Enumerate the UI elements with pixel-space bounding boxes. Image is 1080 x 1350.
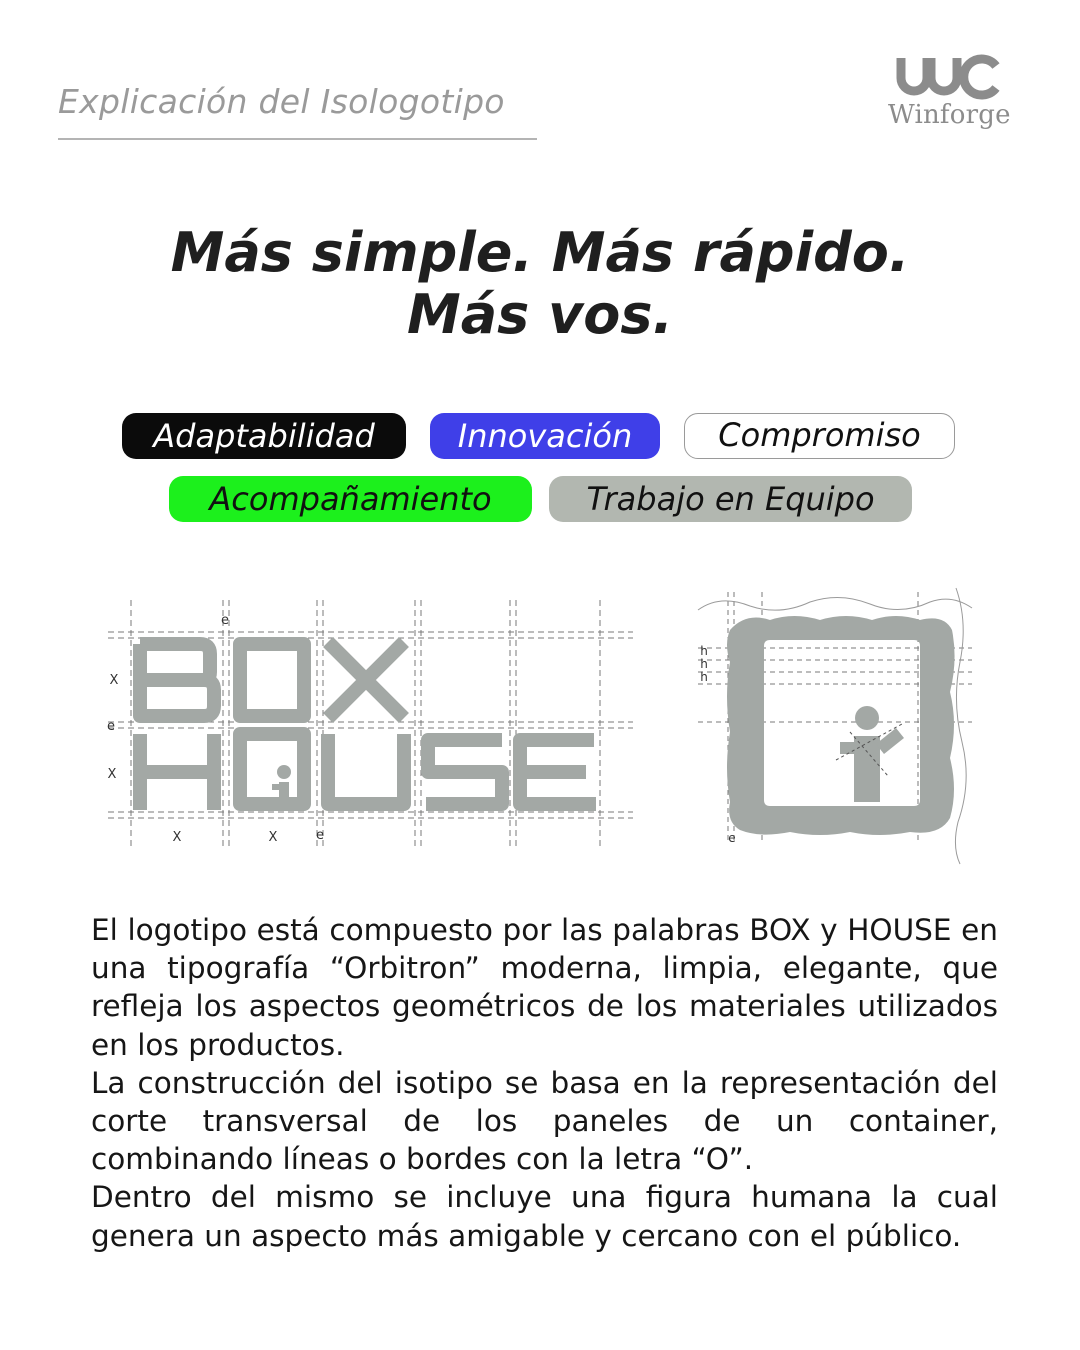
headline	[0, 222, 1080, 346]
measure-h-2: h	[700, 657, 708, 671]
measure-x-bottom-1: X	[172, 830, 182, 845]
iso-container-frame	[727, 616, 955, 835]
letter-b	[140, 644, 214, 716]
measure-x-bottom-2: X	[268, 830, 278, 845]
isotype-construction-grid	[690, 582, 980, 872]
winforge-monogram-icon	[888, 52, 1008, 102]
description-text	[91, 911, 998, 1255]
value-pill-adaptabilidad: Adaptabilidad	[122, 413, 406, 459]
measure-h-3: h	[700, 670, 708, 684]
brand-logo	[888, 52, 1011, 132]
iso-human-figure	[840, 706, 904, 802]
description-paragraph-1: El logotipo está compuesto por las palabras BOX y HOUSE en una tipografía “Orbitron” moderna, limpia, elegante, que refleja los aspectos geométricos de los materiales utilizados en los productos.	[91, 913, 998, 1062]
measure-h-1: h	[700, 644, 708, 658]
description-paragraph-3: Dentro del mismo se incluye una figura humana la cual genera un aspecto más amigable y cercano con el público.	[91, 1180, 998, 1253]
letter-o-house	[240, 734, 304, 804]
brand-name: Winforge	[888, 100, 1011, 130]
header-divider	[58, 138, 537, 140]
header-title: Explicación del Isologotipo	[58, 82, 505, 121]
description-paragraph-2: La construcción del isotipo se basa en la representación del corte transversal de los paneles de un container, combinando líneas o bordes con la letra “O”.	[91, 1065, 998, 1177]
measure-e-mid: e	[107, 719, 115, 734]
measure-x-house: X	[107, 767, 117, 782]
headline-line-2: Más vos.	[406, 283, 674, 346]
letter-x	[328, 642, 404, 718]
headline-line-1: Más simple. Más rápido.	[170, 221, 910, 284]
logotype-construction-grid	[98, 592, 643, 854]
wordmark	[140, 642, 596, 810]
measure-e-bottom: e	[316, 828, 324, 843]
value-pill-acompanamiento: Acompañamiento	[169, 476, 532, 522]
value-pill-innovacion: Innovación	[430, 413, 660, 459]
measure-e-iso: e	[728, 831, 736, 845]
measure-x-box: X	[109, 673, 119, 688]
letter-o-box	[240, 644, 304, 716]
letter-e	[520, 740, 596, 804]
measure-e-top: e	[221, 613, 229, 628]
letter-u	[328, 734, 404, 804]
letter-s	[426, 740, 502, 804]
value-pill-compromiso: Compromiso	[684, 413, 955, 459]
value-pill-trabajo-en-equipo: Trabajo en Equipo	[549, 476, 912, 522]
letter-h	[140, 734, 214, 810]
